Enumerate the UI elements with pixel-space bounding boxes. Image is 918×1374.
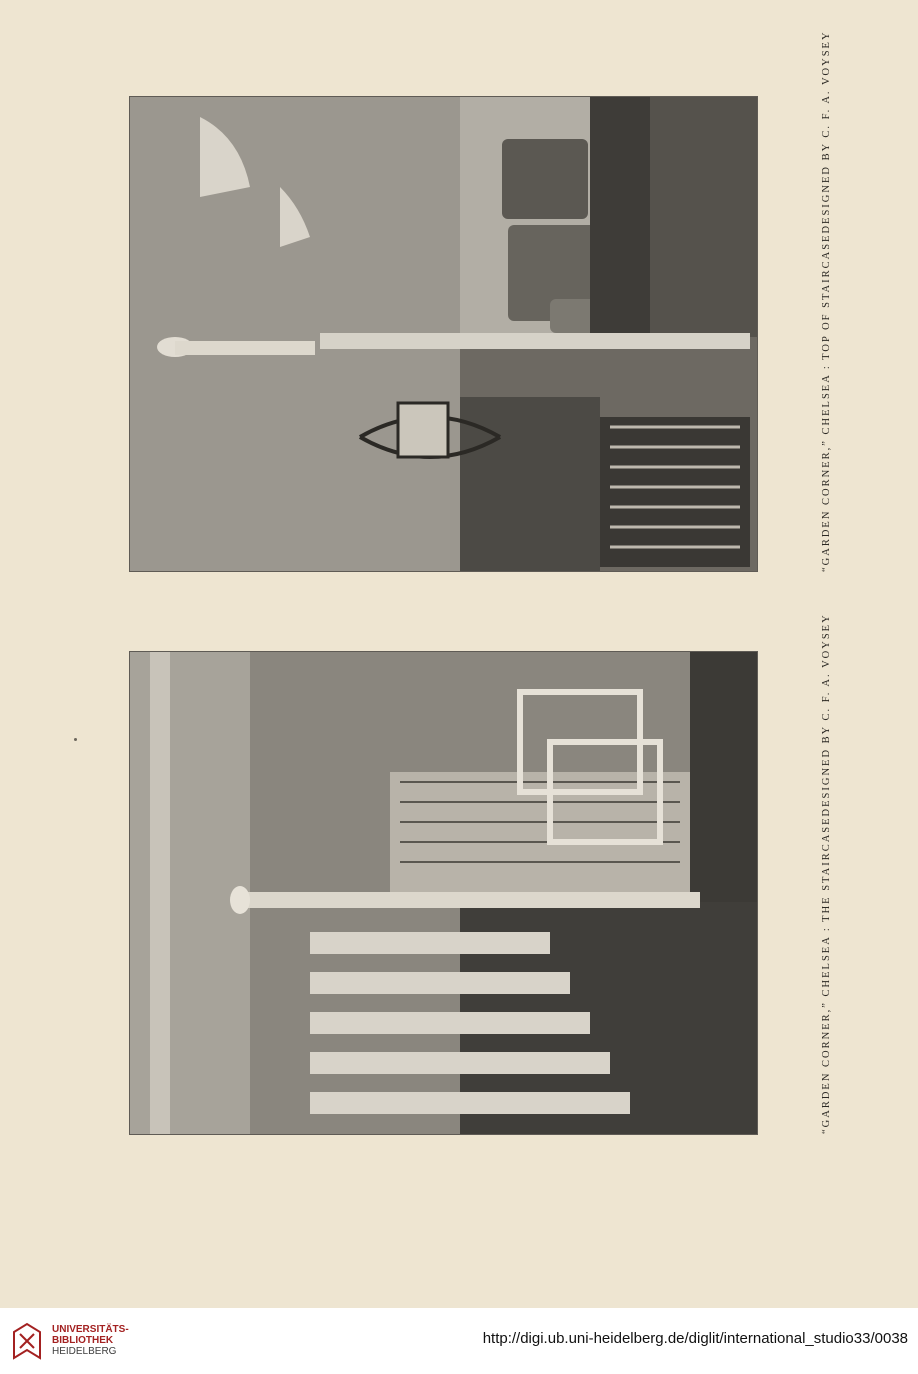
photo-the-staircase [130,652,757,1134]
viewer-footer [0,1308,918,1374]
caption-title: “GARDEN CORNER,” CHELSEA : THE STAIRCASE [820,816,832,1134]
caption-title: “GARDEN CORNER,” CHELSEA : TOP OF STAIRCASE [820,233,832,572]
university-library-logo-icon [10,1320,44,1362]
caption-credit: DESIGNED BY C. F. A. VOYSEY [820,30,832,234]
logo-line-1: UNIVERSITÄTS- [52,1324,129,1335]
caption-top-of-staircase [816,30,836,572]
photo-top-of-staircase [130,97,757,571]
plate-the-staircase [130,652,757,1134]
university-library-name [52,1324,129,1357]
logo-line-3: HEIDELBERG [52,1346,117,1357]
plate-top-of-staircase [130,97,757,571]
speck [74,738,77,741]
logo-line-2: BIBLIOTHEK [52,1335,114,1346]
source-url[interactable]: http://digi.ub.uni-heidelberg.de/diglit/international_studio33/0038 [482,1330,908,1347]
caption-credit: DESIGNED BY C. F. A. VOYSEY [820,613,832,817]
caption-the-staircase [816,613,836,1134]
